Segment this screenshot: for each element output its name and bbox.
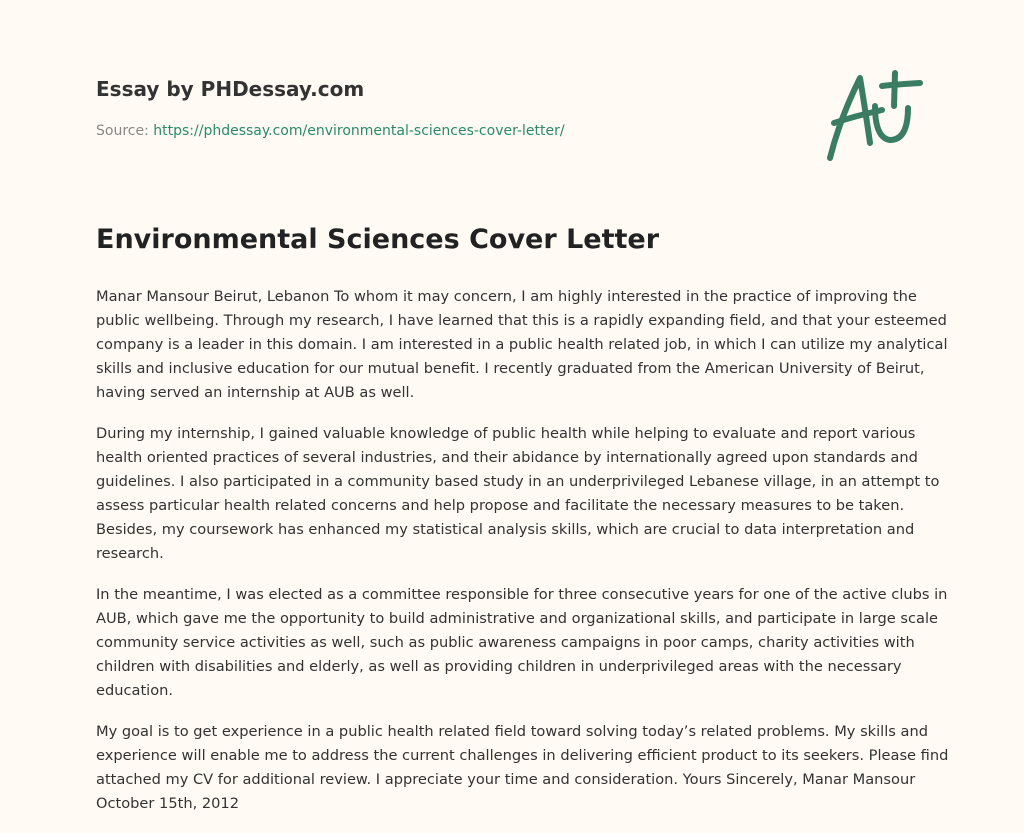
source-label: Source:: [96, 123, 149, 139]
source-link[interactable]: https://phdessay.com/environmental-sciences-cover-letter/: [153, 123, 565, 139]
essay-paragraph: My goal is to get experience in a public health related field toward solving today’s related problems. My skills and experience will enable me to address the current challenges in delivering efficient product to its seekers. Please find attached my CV for additional review. I appreciate your time and consideration. Yours Sincerely, Manar Mansour October 15th, 2012: [96, 723, 949, 812]
essay-title: Environmental Sciences Cover Letter: [96, 224, 660, 255]
essay-body: [96, 285, 956, 833]
a-plus-logo-icon: [820, 68, 930, 168]
essay-paragraph: During my internship, I gained valuable knowledge of public health while helping to evaluate and report various health oriented practices of several industries, and their abidance by internationally agreed upon standards and guidelines. I also participated in a community based study in an underprivileged Lebanese village, in an attempt to assess particular health related concerns and help propose and facilitate the necessary measures to be taken. Besides, my coursework has enhanced my statistical analysis skills, which are crucial to data interpretation and research.: [96, 425, 940, 562]
essay-paragraph: In the meantime, I was elected as a committee responsible for three consecutive years for one of the active clubs in AUB, which gave me the opportunity to build administrative and organizational skills, and participate in large scale community service activities as well, such as public awareness campaigns in poor camps, charity activities with children with disabilities and elderly, as well as providing children in underprivileged areas with the necessary education.: [96, 586, 948, 699]
essay-paragraph: Manar Mansour Beirut, Lebanon To whom it may concern, I am highly interested in the practice of improving the public wellbeing. Through my research, I have learned that this is a rapidly expanding field, and that your esteemed company is a leader in this domain. I am interested in a public health related job, in which I can utilize my analytical skills and inclusive education for our mutual benefit. I recently graduated from the American University of Beirut, having served an internship at AUB as well.: [96, 288, 948, 401]
source-line: [96, 123, 565, 139]
site-title: Essay by PHDessay.com: [96, 77, 365, 101]
